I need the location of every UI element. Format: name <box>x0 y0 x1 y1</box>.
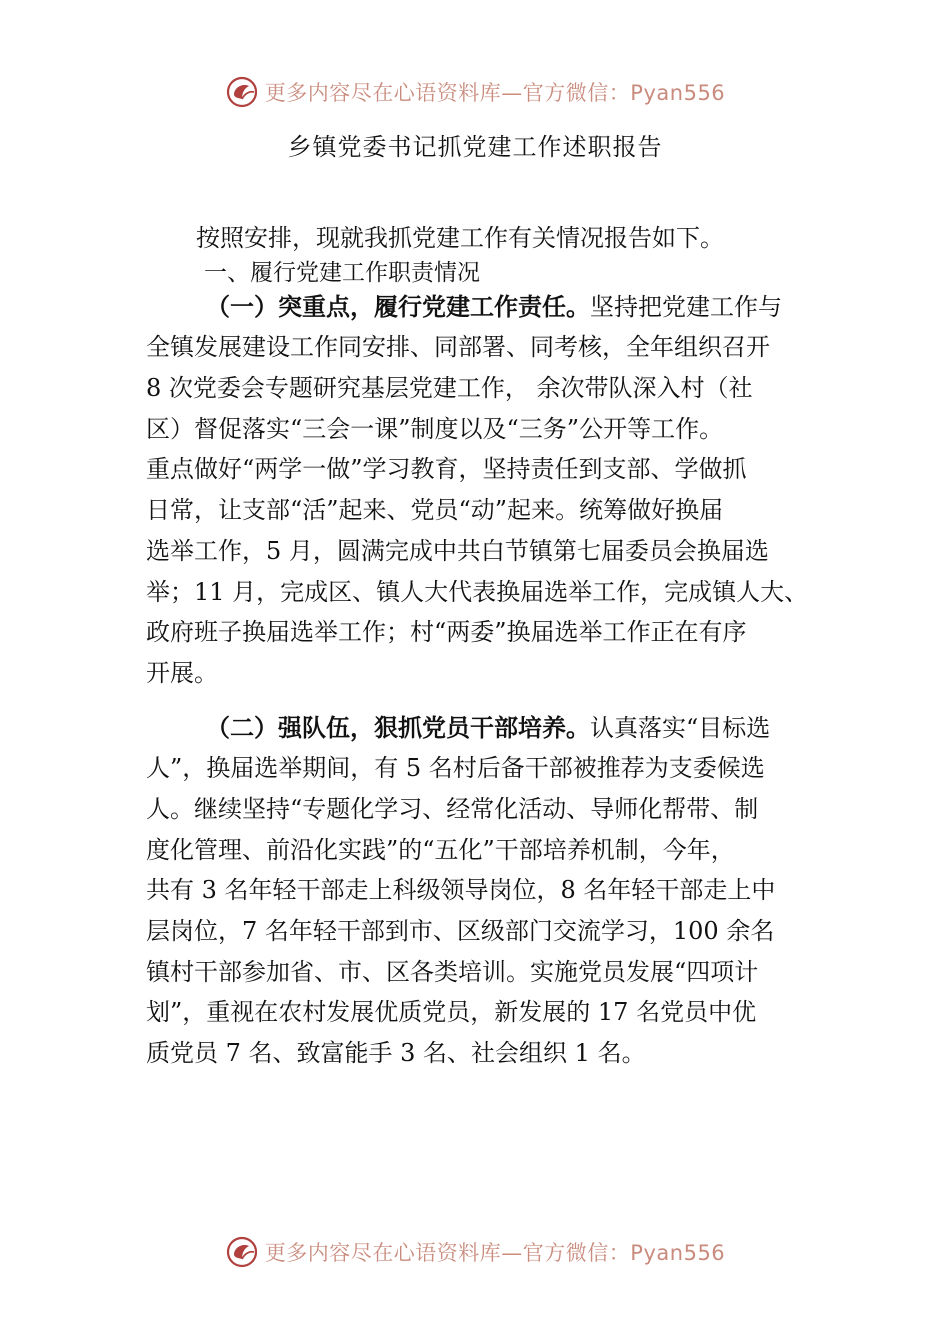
paragraph-1-line: 政府班子换届选举工作；村“两委”换届选举工作正在有序 <box>146 618 747 647</box>
paragraph-1-line: 日常，让支部“活”起来、党员“动”起来。统筹做好换届 <box>146 496 724 525</box>
paragraph-2-line: 镇村干部参加省、市、区各类培训。实施党员发展“四项计 <box>146 957 759 986</box>
watermark-banner-bottom <box>0 1228 950 1276</box>
paragraph-1-heading: （一）突重点，履行党建工作责任。 <box>206 292 590 321</box>
section-heading: 一、履行党建工作职责情况 <box>204 259 480 286</box>
paragraph-1-line: 全镇发展建设工作同安排、同部署、同考核，全年组织召开 <box>146 333 770 362</box>
paragraph-2-line: 质党员 7 名、致富能手 3 名、社会组织 1 名。 <box>146 1039 646 1068</box>
heart-leaf-logo-icon <box>225 1235 259 1269</box>
heart-leaf-logo-icon <box>225 75 259 109</box>
paragraph-2-line: 人。继续坚持“专题化学习、经常化活动、导师化帮带、制 <box>146 794 759 823</box>
document-body <box>146 218 846 1074</box>
watermark-text: 更多内容尽在心语资料库—官方微信：Pyan556 <box>264 1241 726 1265</box>
paragraph-2-line: 划”，重视在农村发展优质党员，新发展的 17 名党员中优 <box>146 998 757 1027</box>
paragraph-2-text: 认真落实“目标选 <box>590 713 771 742</box>
paragraph-1-line: 开展。 <box>146 658 218 687</box>
paragraph-1-line: 区）督促落实“三会一课”制度以及“三务”公开等工作。 <box>146 414 724 443</box>
paragraph-1-line: 8 次党委会专题研究基层党建工作， 余次带队深入村（社 <box>146 374 753 403</box>
paragraph-1-line <box>146 287 846 328</box>
paragraph-2-heading: （二）强队伍，狠抓党员干部培养。 <box>206 713 590 742</box>
paragraph-2 <box>146 708 846 1074</box>
paragraph-1-line: 重点做好“两学一做”学习教育，坚持责任到支部、学做抓 <box>146 455 747 484</box>
paragraph-1-text: 坚持把党建工作与 <box>590 292 782 321</box>
paragraph-1-line: 选举工作，5 月，圆满完成中共白节镇第七届委员会换届选 <box>146 536 769 565</box>
paragraph-2-line: 人”，换届选举期间，有 5 名村后备干部被推荐为支委候选 <box>146 754 765 783</box>
paragraph-2-line: 层岗位，7 名年轻干部到市、区级部门交流学习，100 余名 <box>146 917 775 945</box>
watermark-text: 更多内容尽在心语资料库—官方微信：Pyan556 <box>264 81 726 105</box>
intro-paragraph: 按照安排，现就我抓党建工作有关情况报告如下。 <box>196 224 724 252</box>
paragraph-spacer <box>146 694 846 708</box>
document-title: 乡镇党委书记抓党建工作述职报告 <box>287 133 663 161</box>
paragraph-2-line: 共有 3 名年轻干部走上科级领导岗位，8 名年轻干部走上中 <box>146 876 776 905</box>
paragraph-1-line: 举；11 月，完成区、镇人大代表换届选举工作，完成镇人大、 <box>146 577 809 606</box>
paragraph-1 <box>146 287 846 694</box>
watermark-banner-top <box>0 68 950 116</box>
paragraph-2-line: 度化管理、前沿化实践”的“五化”干部培养机制，今年， <box>146 835 735 864</box>
paragraph-2-line <box>146 708 846 749</box>
